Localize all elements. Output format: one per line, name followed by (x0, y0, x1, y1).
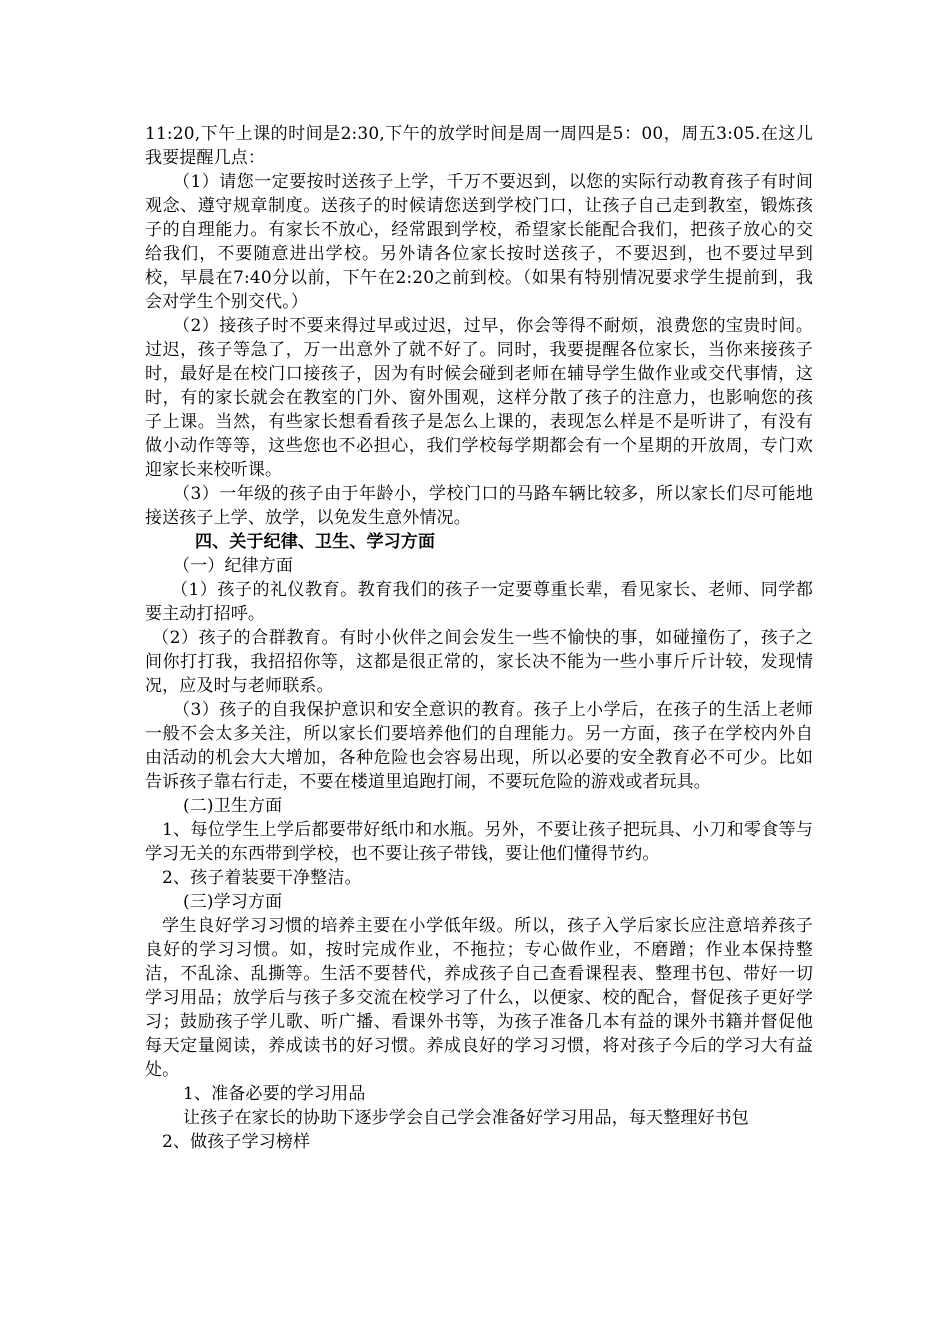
body-paragraph: 让孩子在家长的协助下逐步学会自己学会准备好学习用品，每天整理好书包 (183, 1108, 749, 1128)
body-paragraph: 1、每位学生上学后都要带好纸巾和水瓶。另外，不要让孩子把玩具、小刀和零食等与学习无关的东西带到学校，也不要让孩子带钱，要让他们懂得节约。 (145, 820, 813, 864)
document-body (145, 122, 813, 1154)
body-paragraph: 2、孩子着装要干净整洁。 (162, 868, 362, 888)
body-paragraph: (三)学习方面 (183, 892, 283, 912)
body-paragraph: 11:20,下午上课的时间是2:30,下午的放学时间是周一周四是5：00，周五3:05.在这儿我要提醒几点： (145, 124, 813, 168)
body-paragraph: （3）孩子的自我保护意识和安全意识的教育。孩子上小学后，在孩子的生活上老师一般不会太多关注，所以家长们要培养他们的自理能力。另一方面，孩子在学校内外自由活动的机会大大增加，各种危险也会容易出现，所以必要的安全教育必不可少。比如告诉孩子靠右行走，不要在楼道里追跑打闹，不要玩危险的游戏或者玩具。 (145, 700, 813, 792)
body-paragraph: （1）请您一定要按时送孩子上学，千万不要迟到，以您的实际行动教育孩子有时间观念、遵守规章制度。送孩子的时候请您送到学校门口，让孩子自己走到教室，锻炼孩子的自理能力。有家长不放心，经常跟到学校，希望家长能配合我们，把孩子放心的交给我们，不要随意进出学校。另外请各位家长按时送孩子，不要迟到，也不要过早到校，早晨在7:40分以前，下午在2:20之前到校。（如果有特别情况要求学生提前到，我会对学生个别交代。） (145, 172, 813, 312)
section-heading: 四、关于纪律、卫生、学习方面 (195, 532, 436, 552)
body-paragraph: （3）一年级的孩子由于年龄小，学校门口的马路车辆比较多，所以家长们尽可能地接送孩子上学、放学，以免发生意外情况。 (145, 484, 813, 528)
body-paragraph: 2、做孩子学习榜样 (162, 1132, 311, 1152)
body-paragraph: （2）接孩子时不要来得过早或过迟，过早，你会等得不耐烦，浪费您的宝贵时间。过迟，孩子等急了，万一出意外了就不好了。同时，我要提醒各位家长，当你来接孩子时，最好是在校门口接孩子，因为有时候会碰到老师在辅导学生做作业或交代事情，这时，有的家长就会在教室的门外、窗外围观，这样分散了孩子的注意力，也影响您的孩子上课。当然，有些家长想看看孩子是怎么上课的，表现怎么样是不是听讲了，有没有做小动作等等，这些您也不必担心，我们学校每学期都会有一个星期的开放周，专门欢迎家长来校听课。 (145, 316, 813, 480)
body-paragraph: (二)卫生方面 (183, 796, 283, 816)
body-paragraph: （1）孩子的礼仪教育。教育我们的孩子一定要尊重长辈，看见家长、老师、同学都要主动打招呼。 (145, 580, 813, 624)
body-paragraph: 1、准备必要的学习用品 (183, 1084, 366, 1104)
body-paragraph: （一）纪律方面 (173, 556, 294, 576)
body-paragraph: （2）孩子的合群教育。有时小伙伴之间会发生一些不愉快的事，如碰撞伤了，孩子之间你打打我，我招招你等，这都是很正常的，家长决不能为一些小事斤斤计较，发现情况，应及时与老师联系。 (145, 628, 813, 696)
body-paragraph: 学生良好学习习惯的培养主要在小学低年级。所以，孩子入学后家长应注意培养孩子良好的学习习惯。如，按时完成作业，不拖拉；专心做作业，不磨蹭；作业本保持整洁，不乱涂、乱撕等。生活不要替代，养成孩子自己查看课程表、整理书包、带好一切学习用品；放学后与孩子多交流在校学习了什么，以便家、校的配合，督促孩子更好学习；鼓励孩子学儿歌、听广播、看课外书等，为孩子准备几本有益的课外书籍并督促他每天定量阅读，养成读书的好习惯。养成良好的学习习惯，将对孩子今后的学习大有益处。 (145, 916, 813, 1080)
